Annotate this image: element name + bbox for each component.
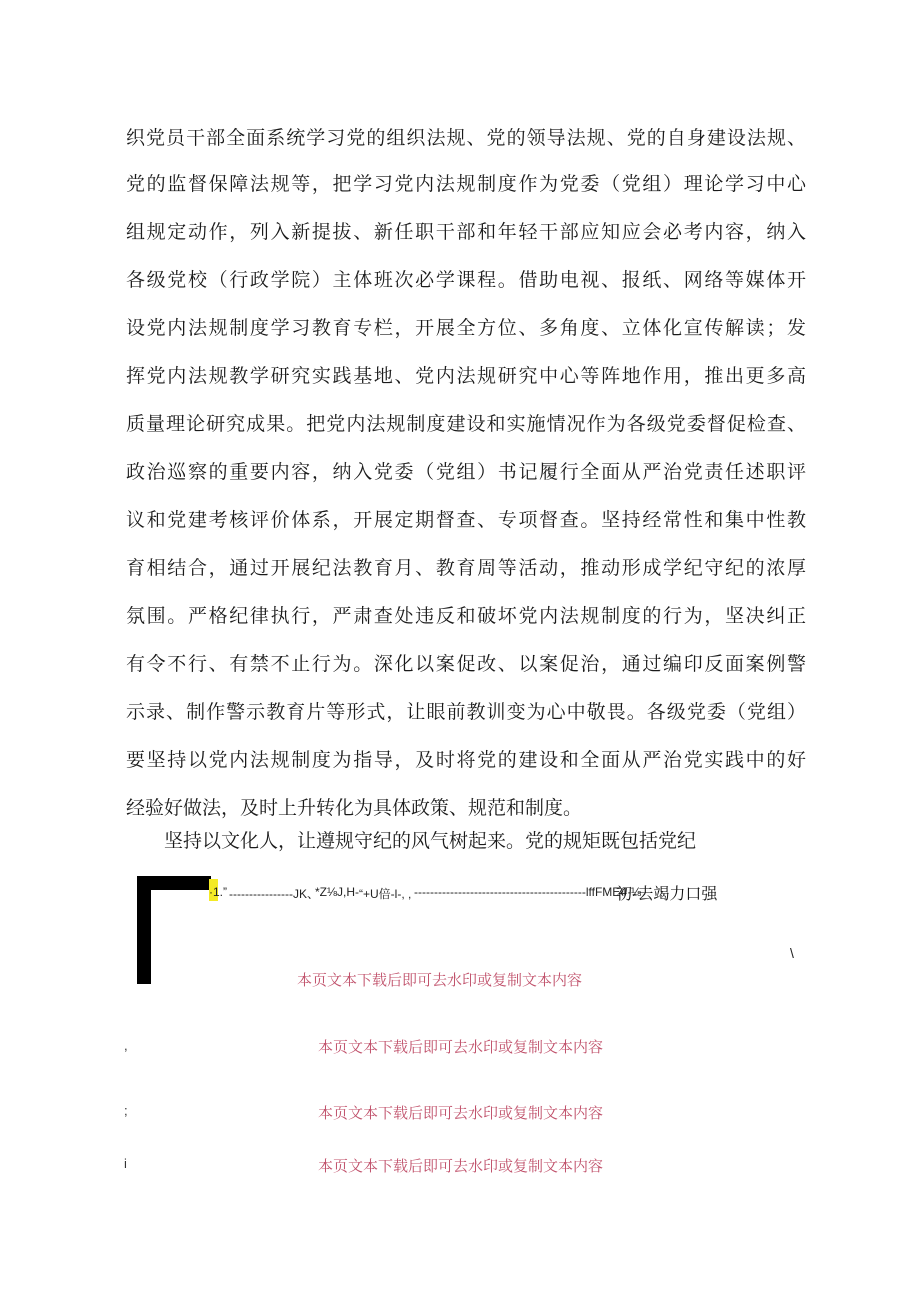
- paragraph-line: 挥党内法规教学研究实践基地、党内法规研究中心等阵地作用，推出更多高: [126, 365, 806, 387]
- garbled-text-3: *Z⅛J,H-: [315, 885, 360, 899]
- paragraph-line: 党的监督保障法规等，把学习党内法规制度作为党委（党组）理论学习中心: [126, 173, 806, 195]
- paragraph-line: 育相结合，通过开展纪法教育月、教育周等活动，推动形成学纪守纪的浓厚: [126, 557, 806, 579]
- stray-semicolon: ;: [124, 1103, 128, 1118]
- paragraph-line: 要坚持以党内法规制度为指导，及时将党的建设和全面从严治党实践中的好: [126, 749, 806, 771]
- paragraph-line: 政治巡察的重要内容，纳入党委（党组）书记履行全面从严治党责任述职评: [126, 461, 806, 483]
- paragraph-line: 组规定动作，列入新提拔、新任职干部和年轻干部应知应会必考内容，纳入: [126, 221, 806, 243]
- garbled-text-1: ·1.”: [209, 885, 227, 899]
- garbled-text-tail: 初-去竭力口强: [616, 886, 718, 903]
- stray-backslash: \: [790, 945, 794, 961]
- paragraph-line: 织党员干部全面系统学习党的组织法规、党的领导法规、党的自身建设法规、: [126, 127, 806, 149]
- garbled-text-4: “+U倍-l-, ,: [359, 887, 412, 901]
- paragraph-line: 设党内法规制度学习教育专栏，开展全方位、多角度、立体化宣传解读；发: [126, 317, 806, 339]
- watermark-text: 本页文本下载后即可去水印或复制文本内容: [318, 1104, 604, 1122]
- watermark-text: 本页文本下载后即可去水印或复制文本内容: [297, 971, 583, 989]
- paragraph-line: 示录、制作警示教育片等形式，让眼前教训变为心中敬畏。各级党委（党组）: [126, 701, 806, 723]
- garbled-text-5: -------------------------------------------lffFME4·⅛: [414, 885, 641, 899]
- crop-corner-mark: [137, 876, 211, 984]
- paragraph-line: 氛围。严格纪律执行，严肃查处违反和破坏党内法规制度的行为，坚决纠正: [126, 605, 806, 627]
- garbled-text-2: ----------------JK、: [229, 887, 319, 901]
- stray-comma: ,: [124, 1038, 128, 1053]
- watermark-text: 本页文本下载后即可去水印或复制文本内容: [318, 1038, 604, 1056]
- paragraph-line: 议和党建考核评价体系，开展定期督查、专项督查。坚持经常性和集中性教: [126, 509, 806, 531]
- next-paragraph-line: 坚持以文化人，让遵规守纪的风气树起来。党的规矩既包括党纪: [164, 830, 697, 852]
- paragraph-line: 质量理论研究成果。把党内法规制度建设和实施情况作为各级党委督促检查、: [126, 413, 806, 435]
- paragraph-line: 有令不行、有禁不止行为。深化以案促改、以案促治，通过编印反面案例警: [126, 653, 806, 675]
- paragraph-line: 各级党校（行政学院）主体班次必学课程。借助电视、报纸、网络等媒体开: [126, 269, 806, 291]
- watermark-text: 本页文本下载后即可去水印或复制文本内容: [318, 1157, 604, 1175]
- crop-mark-vertical: [137, 876, 151, 984]
- stray-dot: i: [124, 1156, 127, 1171]
- paragraph-line: 经验好做法，及时上升转化为具体政策、规范和制度。: [126, 797, 583, 819]
